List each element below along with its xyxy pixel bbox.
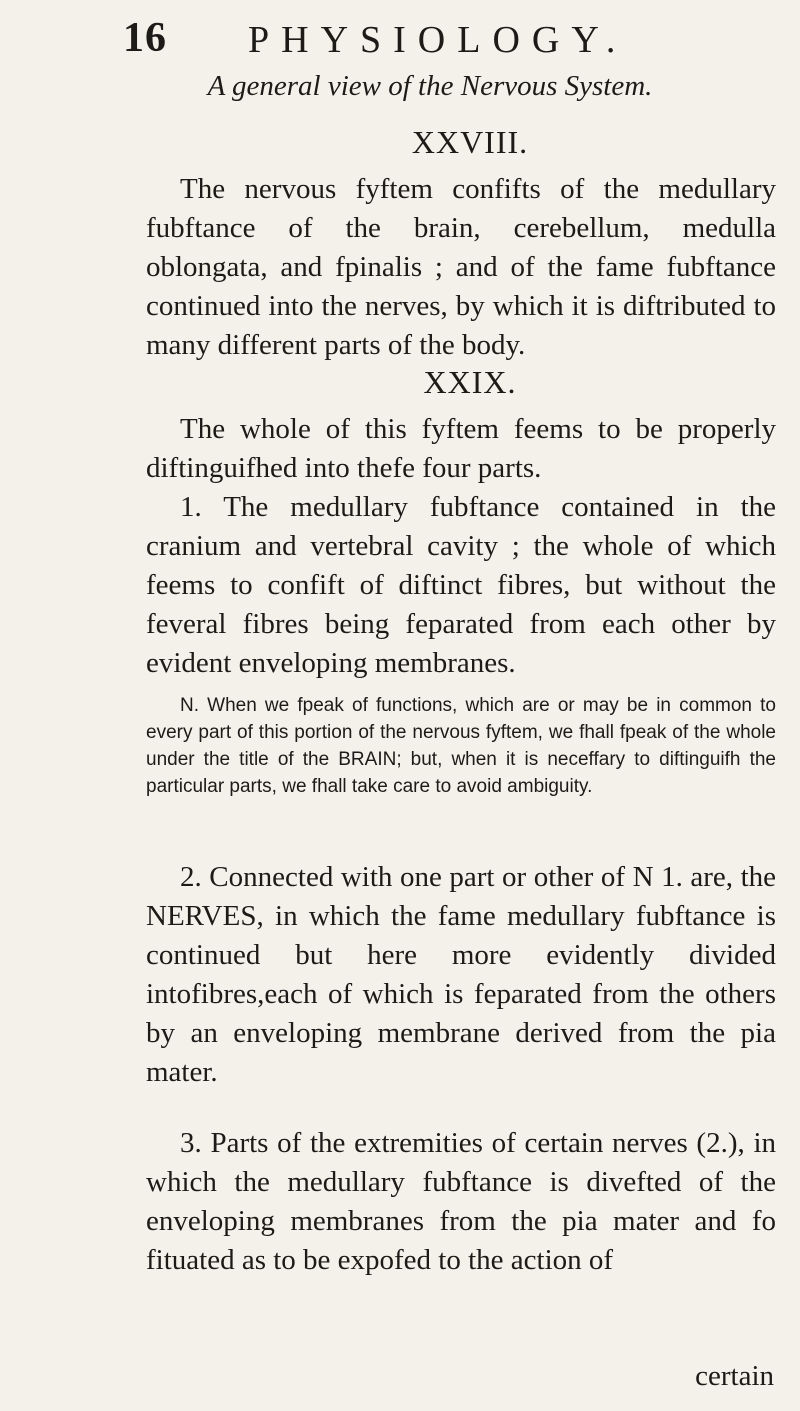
section-xxix-item-2 bbox=[146, 858, 776, 1092]
note-text: N. When we fpeak of functions, which are or may be in common to every part of this portion of the nervous fyftem, we fhall fpeak of the whole under the title of the BRAIN; but, when it is neceffary to diftinguifh the particular parts, we fhall take care to avoid ambiguity. bbox=[146, 695, 776, 797]
paragraph: The nervous fyftem confifts of the medullary fubftance of the brain, cerebellum, medulla oblongata, and fpinalis ; and of the fame fubftance continued into the nerves, by which it is diftributed to many different parts of the body. bbox=[146, 173, 776, 361]
running-head: PHYSIOLOGY. bbox=[248, 19, 628, 61]
chapter-subtitle: A general view of the Nervous System. bbox=[207, 70, 653, 102]
section-xxix-item-1 bbox=[146, 488, 776, 683]
page-number: 16 bbox=[123, 15, 167, 61]
paragraph: 2. Connected with one part or other of N 1. are, the NERVES, in which the fame medullary fubftance is continued but here more evidently divided intofibres,each of which is feparated from the others by an enveloping membrane derived from the pia mater. bbox=[146, 861, 776, 1088]
paragraph: 3. Parts of the extremities of certain nerves (2.), in which the medullary fubftance is divefted of the enveloping membranes from the pia mater and fo fituated as to be expofed to the action of bbox=[146, 1127, 776, 1276]
paragraph: The whole of this fyftem feems to be properly diftinguifhed into thefe four parts. bbox=[146, 413, 776, 484]
footnote bbox=[146, 692, 776, 800]
page-header bbox=[0, 14, 800, 74]
catchword: certain bbox=[695, 1360, 774, 1392]
section-xxix-intro bbox=[146, 410, 776, 488]
section-xxviii-body bbox=[146, 170, 776, 365]
section-xxix-item-3 bbox=[146, 1124, 776, 1280]
section-heading-xxviii: XXVIII. bbox=[411, 124, 529, 160]
section-heading-xxix: XXIX. bbox=[423, 364, 517, 400]
paragraph: 1. The medullary fubftance contained in the cranium and vertebral cavity ; the whole of which feems to confift of diftinct fibres, but without the feveral fibres being feparated from each other by evident enveloping membranes. bbox=[146, 491, 776, 679]
